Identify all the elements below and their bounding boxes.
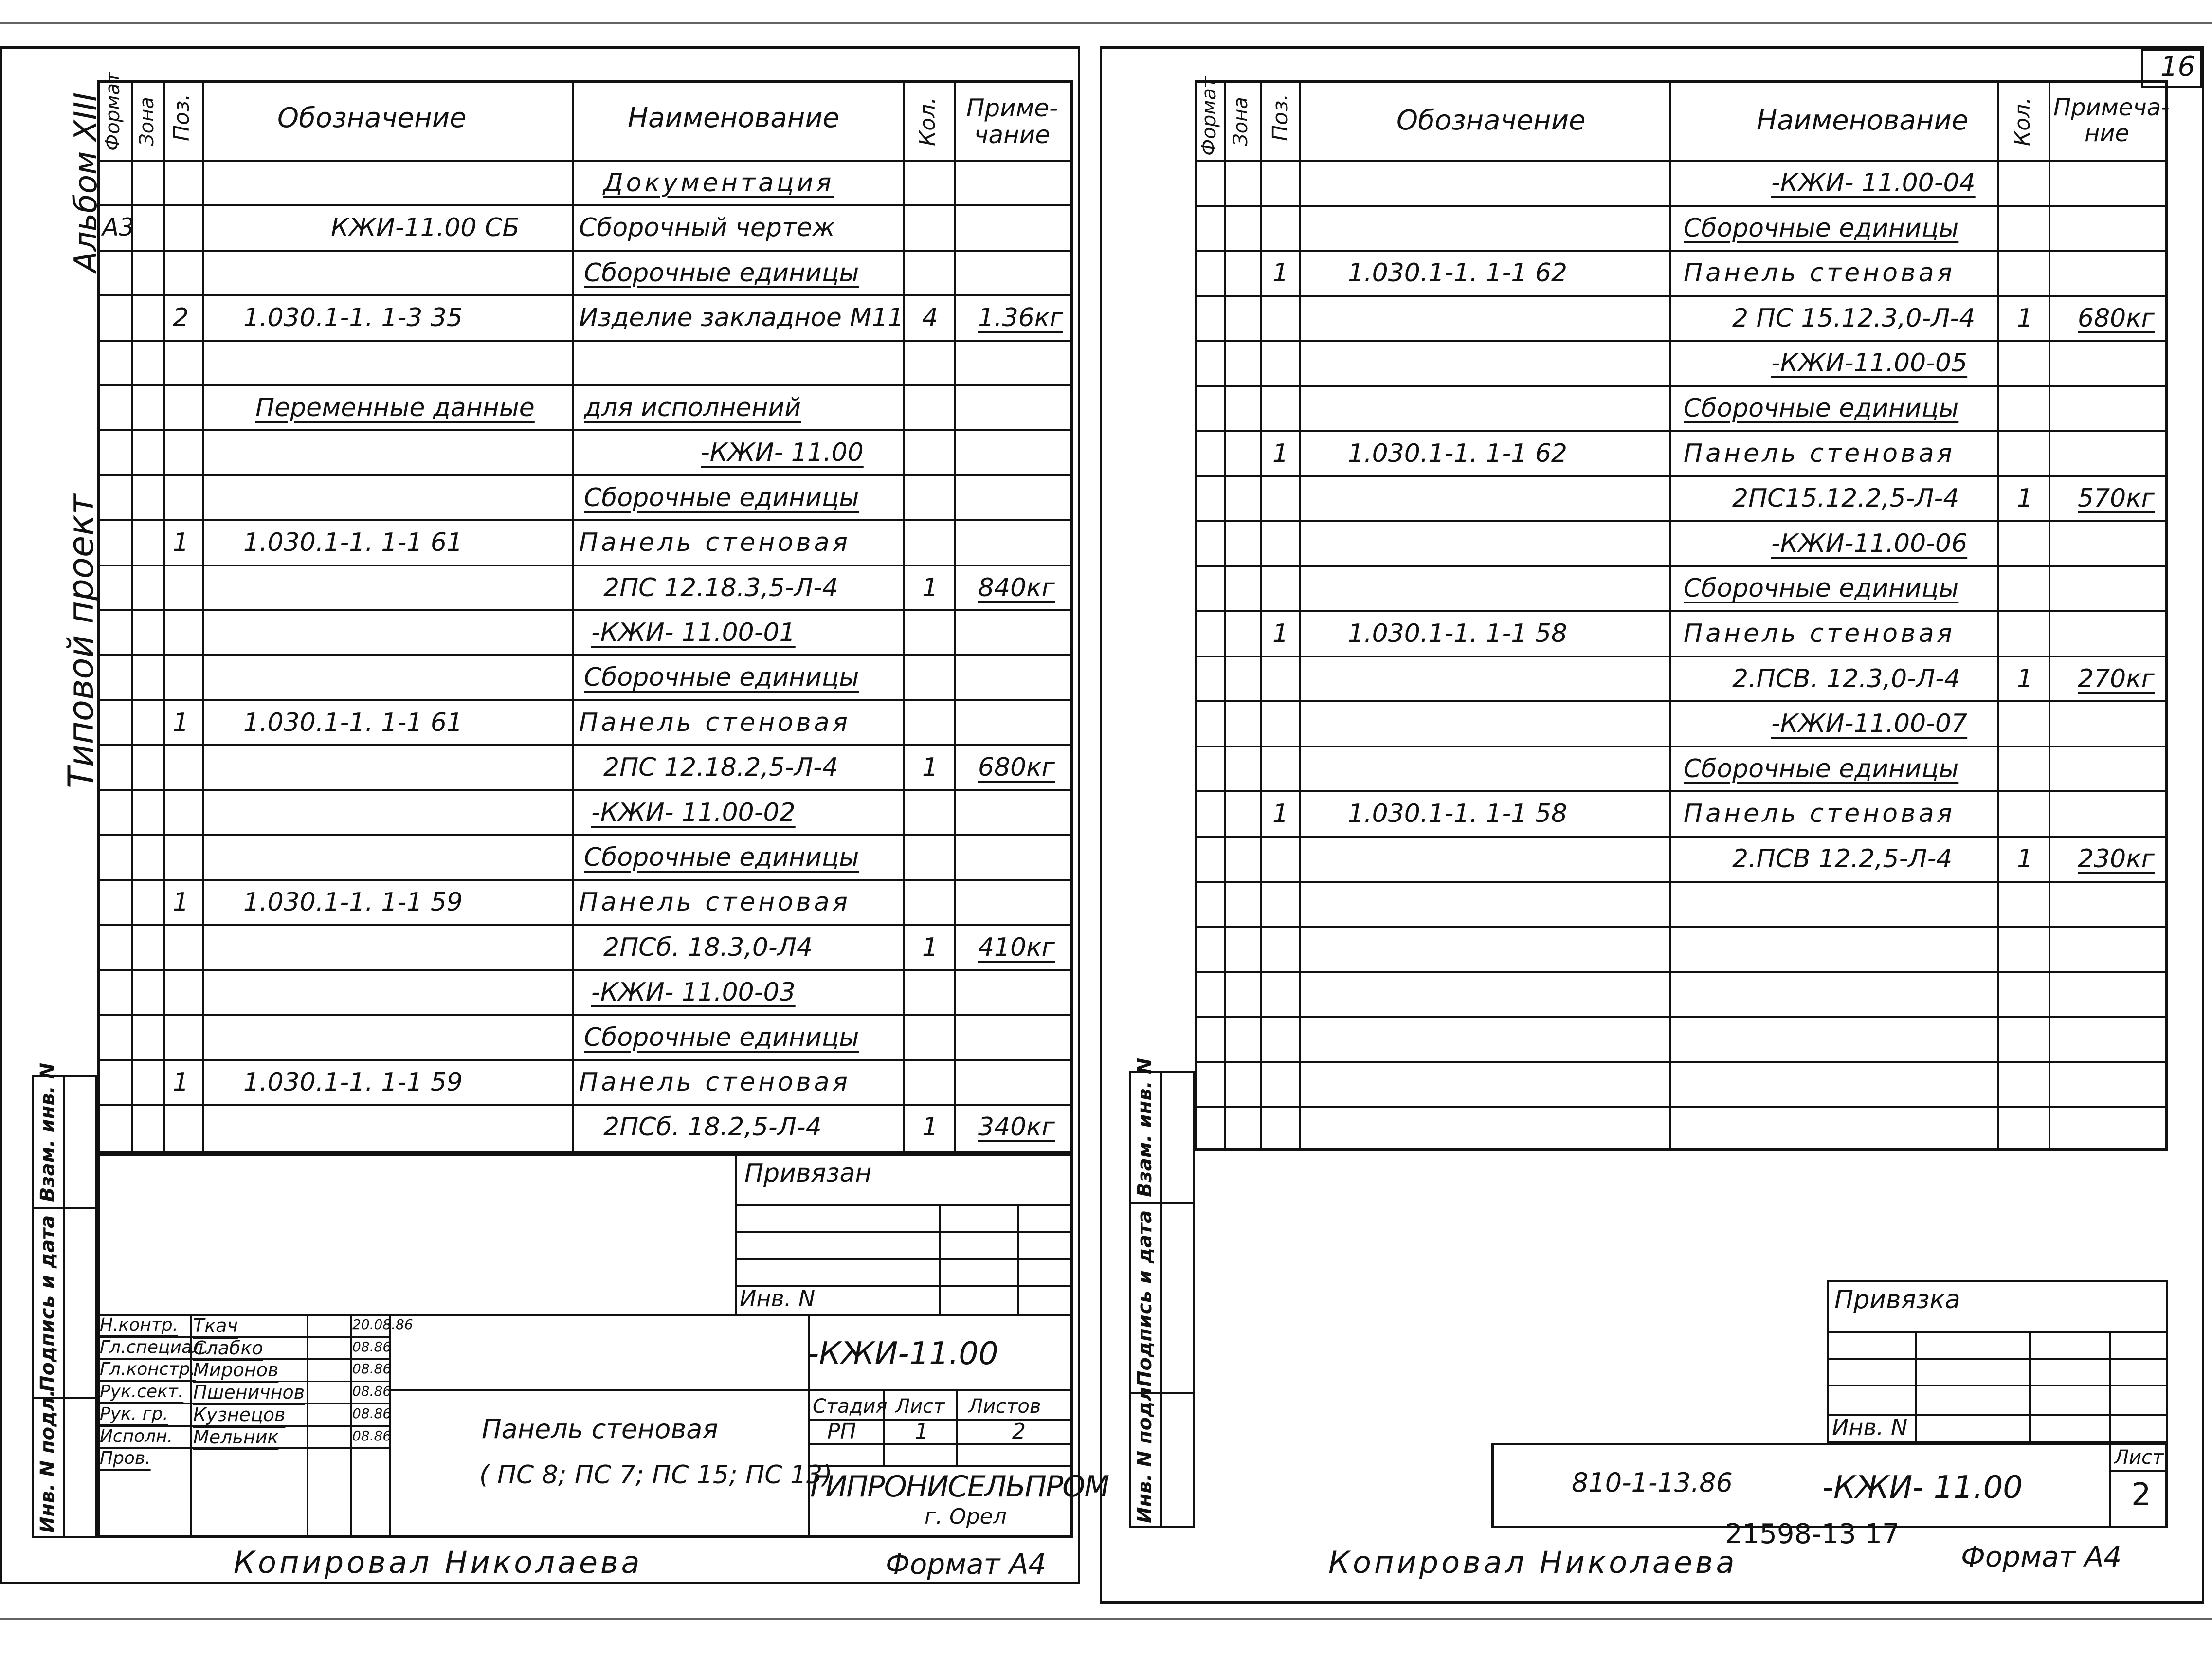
people-role: Исполн. [100,1426,173,1446]
people-role: Гл.специал. [100,1337,209,1357]
left-row-name: 2ПС 12.18.3,5-Л-4 [603,573,838,602]
left-row-pos: 1 [173,888,189,917]
right-header-format: Формат [1198,76,1220,156]
left-stage: РП [827,1419,856,1444]
right-sheet: 2 [2131,1477,2151,1513]
right-row-note: 570кг [2078,484,2155,513]
right-row-name: -КЖИ- 11.00-04 [1771,168,1976,198]
left-header-zone: Зона [136,97,158,146]
right-row-line [1195,475,2168,477]
left-row-note: 840кг [978,573,1055,602]
left-row-pos: 1 [173,1068,189,1097]
right-row-name: Сборочные единицы [1684,394,1959,423]
left-row-pos: 1 [173,528,189,558]
left-row-format: А3 [102,213,135,242]
right-row-note: 270кг [2078,664,2155,693]
left-row-note: 340кг [978,1112,1055,1142]
left-row-pos: 1 [173,708,189,737]
left-row-name: Панель стеновая [579,888,851,917]
people-date: 20.08.86 [352,1316,413,1332]
right-row-pos: 1 [1272,619,1289,648]
left-row-line [97,1059,1073,1061]
left-row-line [97,699,1073,701]
left-row-line [97,565,1073,566]
people-date: 08.86 [352,1338,392,1355]
right-row-line [1195,700,2168,702]
right-row-name: Панель стеновая [1684,619,1955,648]
right-row-name: -КЖИ-11.00-05 [1771,348,1968,378]
left-row-qty: 1 [922,573,939,602]
right-row-line [1195,656,2168,657]
left-stamp-title1: Панель стеновая [482,1414,718,1444]
right-row-note: 230кг [2078,844,2155,874]
left-row-name: -КЖИ- 11.00-01 [591,618,796,647]
right-row-line [1195,430,2168,432]
left-row-pos: 2 [173,303,189,333]
right-row-name: Сборочные единицы [1684,574,1959,603]
left-row-name: Сборочный чертеж [579,213,835,243]
right-project: 810-1-13.86 [1572,1467,1733,1498]
left-row-name: Сборочные единицы [584,483,859,512]
right-row-line [1195,520,2168,522]
left-row-note: 1.36кг [978,303,1063,333]
right-row-name: Панель стеновая [1684,799,1955,829]
left-sheet: 1 [915,1419,928,1444]
left-row-line [97,474,1073,476]
left-sheets-label: Листов [968,1395,1041,1418]
typical-project-label: Типовой проект [60,494,101,788]
people-name: Пшеничнов [193,1382,305,1404]
left-row-designation: 1.030.1-1. 1-1 61 [243,528,463,558]
right-row-line [1195,1016,2168,1018]
left-row-note: 410кг [978,932,1055,962]
left-row-designation: 1.030.1-1. 1-1 59 [243,1068,463,1097]
right-inv-vzam: Взам. инв. N [1134,1057,1156,1197]
right-inv-podl: Инв. N подл. [1134,1380,1156,1523]
right-row-name: 2.ПСВ 12.2,5-Л-4 [1732,844,1953,874]
left-row-designation: 1.030.1-1. 1-1 59 [243,888,463,917]
right-row-name: 2 ПС 15.12.3,0-Л-4 [1732,303,1976,333]
left-row-line [97,294,1073,296]
right-row-line [1195,1061,2168,1063]
left-row-name: Документация [603,168,834,198]
left-podpis-data: Подпись и дата [36,1215,59,1392]
right-row-line [1195,1106,2168,1108]
right-row-name: -КЖИ-11.00-07 [1771,709,1968,739]
left-row-line [97,429,1073,431]
left-row-line [97,789,1073,791]
left-format: Формат А4 [886,1548,1047,1581]
right-row-line [1195,746,2168,747]
right-row-line [1195,971,2168,973]
right-inv-n: Инв. N [1832,1414,1908,1440]
right-spec-table [1195,80,2168,1151]
left-row-qty: 1 [922,932,939,962]
right-row-line [1195,385,2168,387]
people-role: Гл.констр. [100,1359,196,1380]
left-row-name: для исполнений [584,393,801,422]
left-row-designation: Переменные данные [255,393,535,422]
left-row-qty: 4 [922,303,939,333]
left-row-line [97,1014,1073,1016]
left-row-qty: 1 [922,753,939,783]
left-city: г. Орел [925,1504,1007,1529]
left-row-name: -КЖИ- 11.00 [701,438,864,468]
people-date: 08.86 [352,1427,392,1444]
people-role: Рук.сект. [100,1382,184,1402]
people-date: 08.86 [352,1361,392,1377]
left-row-name: Сборочные единицы [584,1022,859,1052]
people-role: Рук. гр. [100,1404,168,1424]
right-row-designation: 1.030.1-1. 1-1 58 [1348,619,1568,648]
left-row-line [97,924,1073,926]
people-name: Кузнецов [193,1404,286,1425]
left-row-line [97,384,1073,386]
left-row-qty: 1 [922,1112,939,1142]
left-row-line [97,340,1073,342]
people-name: Слабко [193,1337,263,1359]
left-inv-n: Инв. N [740,1285,816,1312]
left-row-name: Панель стеновая [579,1068,851,1097]
people-role: Пров. [100,1448,151,1469]
left-row-name: -КЖИ- 11.00-03 [591,978,796,1007]
right-row-name: Сборочные единицы [1684,213,1959,243]
right-row-line [1195,836,2168,838]
left-row-line [97,250,1073,252]
right-row-line [1195,610,2168,612]
right-privyazka: Привязка [1834,1285,1960,1314]
right-row-line [1195,790,2168,792]
left-row-name: 2ПСб. 18.2,5-Л-4 [603,1112,822,1142]
left-header-qty: Кол. [915,97,940,146]
left-row-name: Панель стеновая [579,528,851,558]
right-row-name: 2.ПСВ. 12.3,0-Л-4 [1732,664,1960,693]
left-stage-label: Стадия [813,1395,888,1418]
right-row-line [1195,340,2168,342]
right-row-name: -КЖИ-11.00-06 [1771,529,1968,558]
right-row-line [1195,881,2168,883]
right-row-qty: 1 [2017,303,2033,333]
right-row-qty: 1 [2017,844,2033,874]
left-copied: Копировал Николаева [234,1545,643,1580]
people-date: 08.86 [352,1383,392,1400]
right-row-pos: 1 [1272,258,1289,288]
right-row-name: 2ПС15.12.2,5-Л-4 [1732,484,1959,513]
left-inv-podl: Инв. N подл. [36,1389,59,1533]
right-row-line [1195,565,2168,567]
right-row-pos: 1 [1272,799,1289,829]
left-row-designation: 1.030.1-1. 1-3 35 [243,303,463,333]
left-row-name: Сборочные единицы [584,258,859,288]
left-row-line [97,744,1073,746]
left-row-line [97,969,1073,971]
right-row-line [1195,250,2168,252]
left-row-name: -КЖИ- 11.00-02 [591,798,796,827]
right-row-name: Панель стеновая [1684,258,1955,288]
right-row-note: 680кг [2078,303,2155,333]
people-name: Миронов [193,1359,279,1381]
archive-number: 21598-13 17 [1725,1518,1900,1550]
right-row-designation: 1.030.1-1. 1-1 58 [1348,799,1568,829]
bottom-scan-edge [0,1618,2212,1620]
left-row-name: Сборочные единицы [584,663,859,693]
left-row-name: Изделие закладное М11 [579,303,904,333]
right-row-name: Панель стеновая [1684,438,1955,468]
right-header-zone: Зона [1230,97,1252,146]
right-row-line [1195,926,2168,928]
right-code: -КЖИ- 11.00 [1822,1470,2023,1506]
right-row-name: Сборочные единицы [1684,754,1959,784]
album-label: Альбом XIII [68,92,104,273]
left-header-pos: Поз. [169,93,194,141]
left-header-note: Приме-чание [966,94,1058,149]
right-format: Формат А4 [1961,1540,2122,1573]
right-row-line [1195,295,2168,297]
right-row-qty: 1 [2017,484,2033,513]
right-header-qty: Кол. [2010,97,2035,146]
top-scan-edge [0,22,2212,24]
left-sheet-label: Лист [895,1395,945,1418]
left-stamp-title2: ( ПС 8; ПС 7; ПС 15; ПС 13) [479,1460,833,1490]
left-inv-vzam: Взам. инв. N [36,1062,59,1202]
left-row-line [97,609,1073,611]
left-row-line [97,879,1073,881]
left-stamp-code: -КЖИ-11.00 [808,1336,998,1372]
right-copied: Копировал Николаева [1328,1545,1738,1580]
right-row-pos: 1 [1272,438,1289,468]
left-sheets: 2 [1012,1419,1026,1444]
right-header-pos: Поз. [1268,93,1293,141]
left-row-line [97,204,1073,206]
left-row-designation: КЖИ-11.00 СБ [331,213,520,243]
right-podpis-data: Подпись и дата [1134,1210,1156,1387]
left-row-line [97,654,1073,656]
left-header-format: Формат [102,72,124,151]
left-row-line [97,834,1073,836]
people-date: 08.86 [352,1405,392,1422]
left-row-name: 2ПС 12.18.2,5-Л-4 [603,753,838,783]
left-row-line [97,1104,1073,1106]
right-row-designation: 1.030.1-1. 1-1 62 [1348,438,1568,468]
left-row-note: 680кг [978,753,1055,783]
right-header-name: Наименование [1757,105,1969,136]
left-header-name: Наименование [628,102,840,134]
right-header-note: Примеча-ние [2053,94,2170,147]
left-privyazan: Привязан [744,1159,872,1188]
right-row-qty: 1 [2017,664,2033,693]
right-header-designation: Обозначение [1396,105,1586,136]
left-row-name: 2ПСб. 18.3,0-Л4 [603,932,813,962]
people-name: Ткач [193,1315,238,1336]
left-row-name: Сборочные единицы [584,843,859,872]
left-row-line [97,519,1073,521]
left-org: ГИПРОНИСЕЛЬПРОМ [810,1470,1109,1504]
right-row-designation: 1.030.1-1. 1-1 62 [1348,258,1568,288]
left-row-name: Панель стеновая [579,708,851,737]
page-number: 16 [2160,51,2195,83]
right-row-line [1195,205,2168,207]
left-row-designation: 1.030.1-1. 1-1 61 [243,708,463,737]
people-name: Мельник [193,1426,279,1448]
people-role: Н.контр. [100,1315,179,1335]
left-header-designation: Обозначение [277,102,467,134]
right-sheet-label: Лист [2114,1446,2164,1469]
